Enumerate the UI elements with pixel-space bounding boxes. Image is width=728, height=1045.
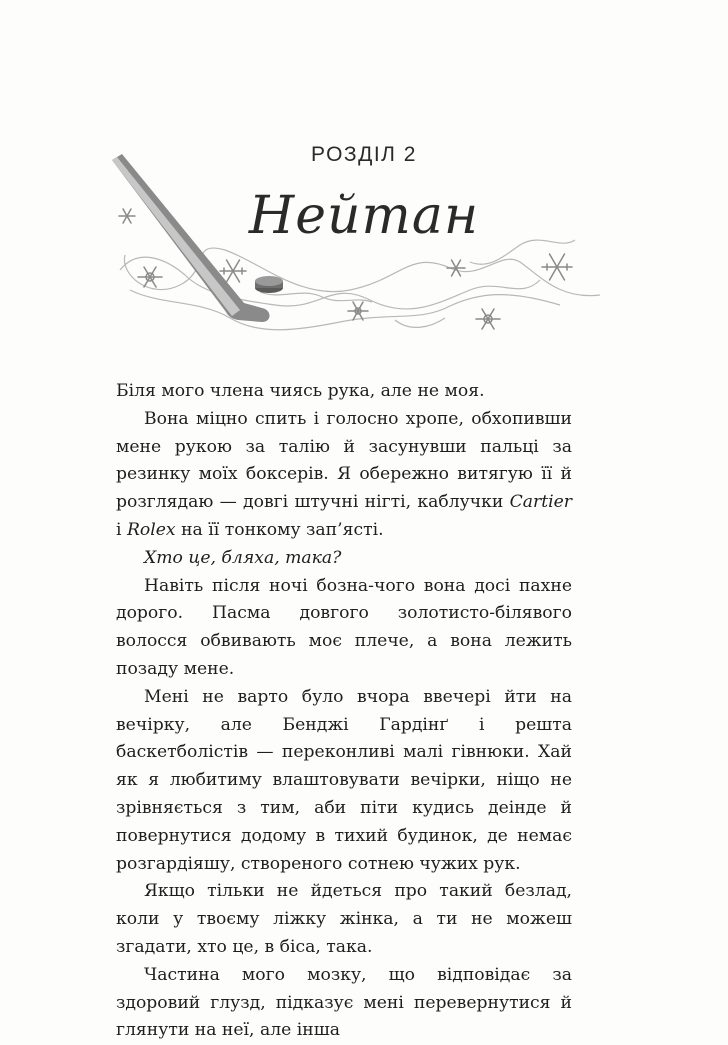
paragraph: Біля мого члена чиясь рука, але не моя. xyxy=(116,381,485,401)
paragraph: Вона міцно спить і голосно хропе, обхопивши мене рукою за талію й засунувши пальці за резинку моїх боксерів. Я обережно витягую її й розглядаю — довгі штучні нігті, каблучки Cartier і Rolex на її тонкому зап’ясті. xyxy=(116,408,572,540)
paragraph: Якщо тільки не йдеться про такий безлад, коли у твоєму ліжку жінка, а ти не можеш згадати, хто це, в біса, така. xyxy=(116,881,572,957)
puck-icon xyxy=(255,276,283,293)
paragraph: Навіть після ночі бозна-чого вона досі пахне дорого. Пасма довгого золотисто-білявого волосся обвивають моє плече, а вона лежить позаду мене. xyxy=(116,575,572,679)
paragraph: Частина мого мозку, що відповідає за здоровий глузд, підказує мені перевернутися й глянути на неї, але інша xyxy=(116,964,572,1041)
paragraph: Мені не варто було вчора ввечері йти на вечірку, але Бенджі Гардінґ і решта баскетболістів — переконливі малі гівнюки. Хай як я любитиму влаштовувати вечірки, ніщо не зрівняється з тим, аби піти кудись деінде й повернутися додому в тихий будинок, де немає розгардіяшу, створеного сотнею чужих рук. xyxy=(116,686,572,874)
snowflake-icon xyxy=(447,260,465,276)
snowflake-icon xyxy=(542,254,572,280)
chapter-number: РОЗДІЛ 2 xyxy=(311,143,417,166)
chapter-ornament xyxy=(0,0,728,360)
snowflake-icon xyxy=(476,309,500,329)
paragraph: Хто це, бляха, така? xyxy=(144,547,342,568)
chapter-title: Нейтан xyxy=(248,186,480,246)
snowflake-icon xyxy=(348,302,368,320)
body-text xyxy=(116,378,572,1045)
